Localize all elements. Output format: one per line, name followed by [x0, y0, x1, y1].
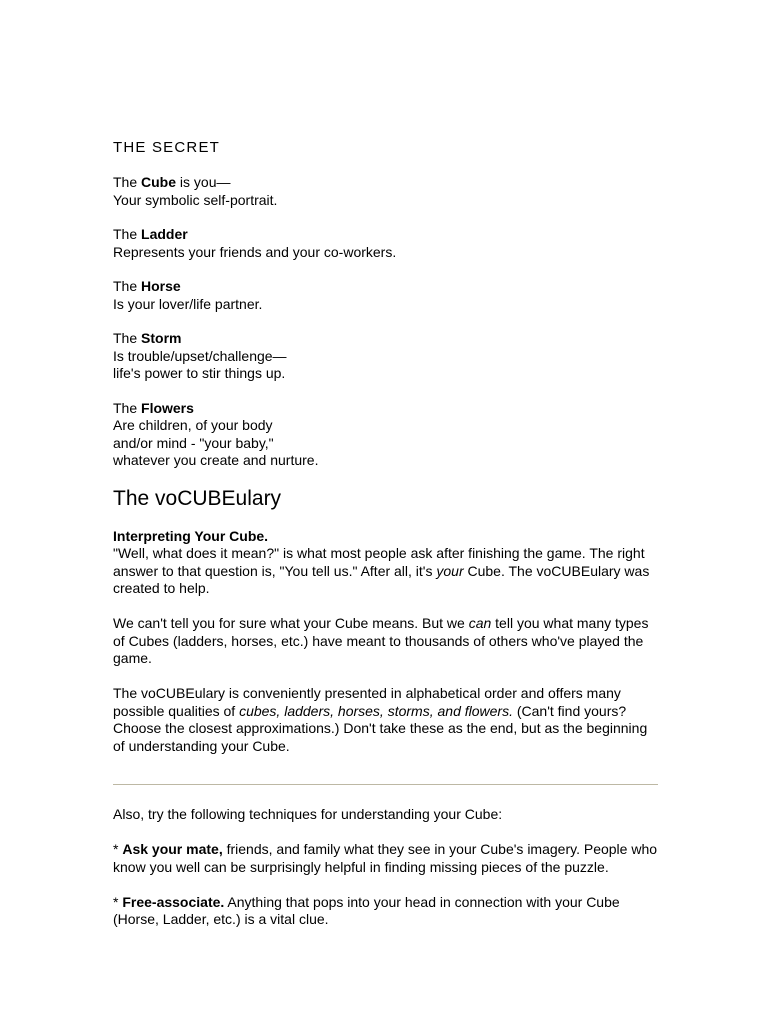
- text-run: tell you what many types of Cubes (ladders, horses, etc.) have meant to thousands of others who've played the game.: [113, 615, 649, 666]
- symbol-prefix: The: [113, 174, 142, 190]
- emphasis-text: cubes, ladders, horses, storms, and flowers.: [239, 702, 513, 719]
- emphasis-text: your: [436, 562, 464, 579]
- paragraph-what-it-means: [113, 545, 658, 598]
- symbol-meaning: Is your lover/life partner.: [113, 295, 263, 312]
- text-run: "Well, what does it mean?" is what most people ask after finishing the game. The right answer to that question is, "You tell us." After all, it's: [113, 545, 645, 579]
- symbol-entry-ladder: [113, 226, 658, 261]
- symbol-entry-horse: [113, 278, 658, 313]
- technique-lead: Ask your mate,: [122, 841, 223, 857]
- document-page: [113, 139, 658, 929]
- symbol-meaning: Your symbolic self-portrait.: [113, 191, 278, 208]
- text-run: Cube. The voCUBEulary was created to help.: [113, 562, 650, 596]
- technique-text: friends, and family what they see in your Cube's imagery. People who know you well can be surprisingly helpful in finding missing pieces of the puzzle.: [113, 841, 658, 875]
- symbol-term: Storm: [141, 330, 182, 346]
- symbol-meaning: life's power to stir things up.: [113, 365, 286, 381]
- symbol-meaning: Is trouble/upset/challenge—: [113, 347, 287, 364]
- vocabulary-heading: The voCUBEulary: [113, 486, 282, 510]
- symbol-meaning: Represents your friends and your co-workers.: [113, 243, 397, 260]
- technique-item-free-associate: [113, 894, 658, 929]
- bullet-marker: *: [113, 841, 123, 857]
- symbol-title: [113, 278, 658, 296]
- symbol-entry-flowers: [113, 400, 658, 470]
- symbol-meaning: and/or mind - "your baby,": [113, 434, 274, 451]
- emphasis-text: can: [468, 615, 492, 631]
- symbol-title: [113, 226, 658, 244]
- bullet-marker: *: [113, 893, 123, 910]
- symbol-prefix: The: [113, 399, 142, 416]
- symbol-meaning: whatever you create and nurture.: [113, 452, 319, 468]
- interpreting-title: Interpreting Your Cube.: [113, 527, 269, 544]
- technique-text: Anything that pops into your head in connection with your Cube (Horse, Ladder, etc.) is a vital clue.: [113, 893, 620, 927]
- secret-heading: THE SECRET: [113, 139, 221, 156]
- symbol-prefix: The: [113, 278, 142, 294]
- symbol-meaning: Are children, of your body: [113, 417, 273, 433]
- technique-item-ask-your-mate: [113, 841, 658, 876]
- text-run: The voCUBEulary is conveniently presented in alphabetical order and offers many possible qualities of: [113, 685, 621, 719]
- symbol-term: Horse: [141, 278, 181, 294]
- symbol-entry-storm: [113, 330, 658, 383]
- paragraph-alphabetical: [113, 685, 658, 755]
- symbol-term: Ladder: [141, 226, 188, 242]
- technique-lead: Free-associate.: [122, 893, 225, 910]
- symbol-entry-cube: [113, 174, 658, 209]
- symbol-prefix: The: [113, 330, 142, 346]
- symbol-prefix: The: [113, 226, 142, 242]
- symbol-list: [113, 174, 658, 470]
- section-divider: [113, 784, 658, 785]
- text-run: We can't tell you for sure what your Cube means. But we: [113, 615, 469, 631]
- symbol-term: Cube: [141, 174, 177, 190]
- text-run: (Can't find yours? Choose the closest approximations.) Don't take these as the end, but as the beginning of understanding your Cube.: [113, 702, 648, 754]
- symbol-title: [113, 400, 658, 418]
- symbol-suffix: is you—: [176, 174, 231, 190]
- symbol-term: Flowers: [141, 399, 194, 416]
- symbol-title: [113, 174, 658, 192]
- paragraph-cant-tell: [113, 615, 658, 668]
- symbol-title: [113, 330, 658, 348]
- techniques-intro: Also, try the following techniques for understanding your Cube:: [113, 806, 503, 822]
